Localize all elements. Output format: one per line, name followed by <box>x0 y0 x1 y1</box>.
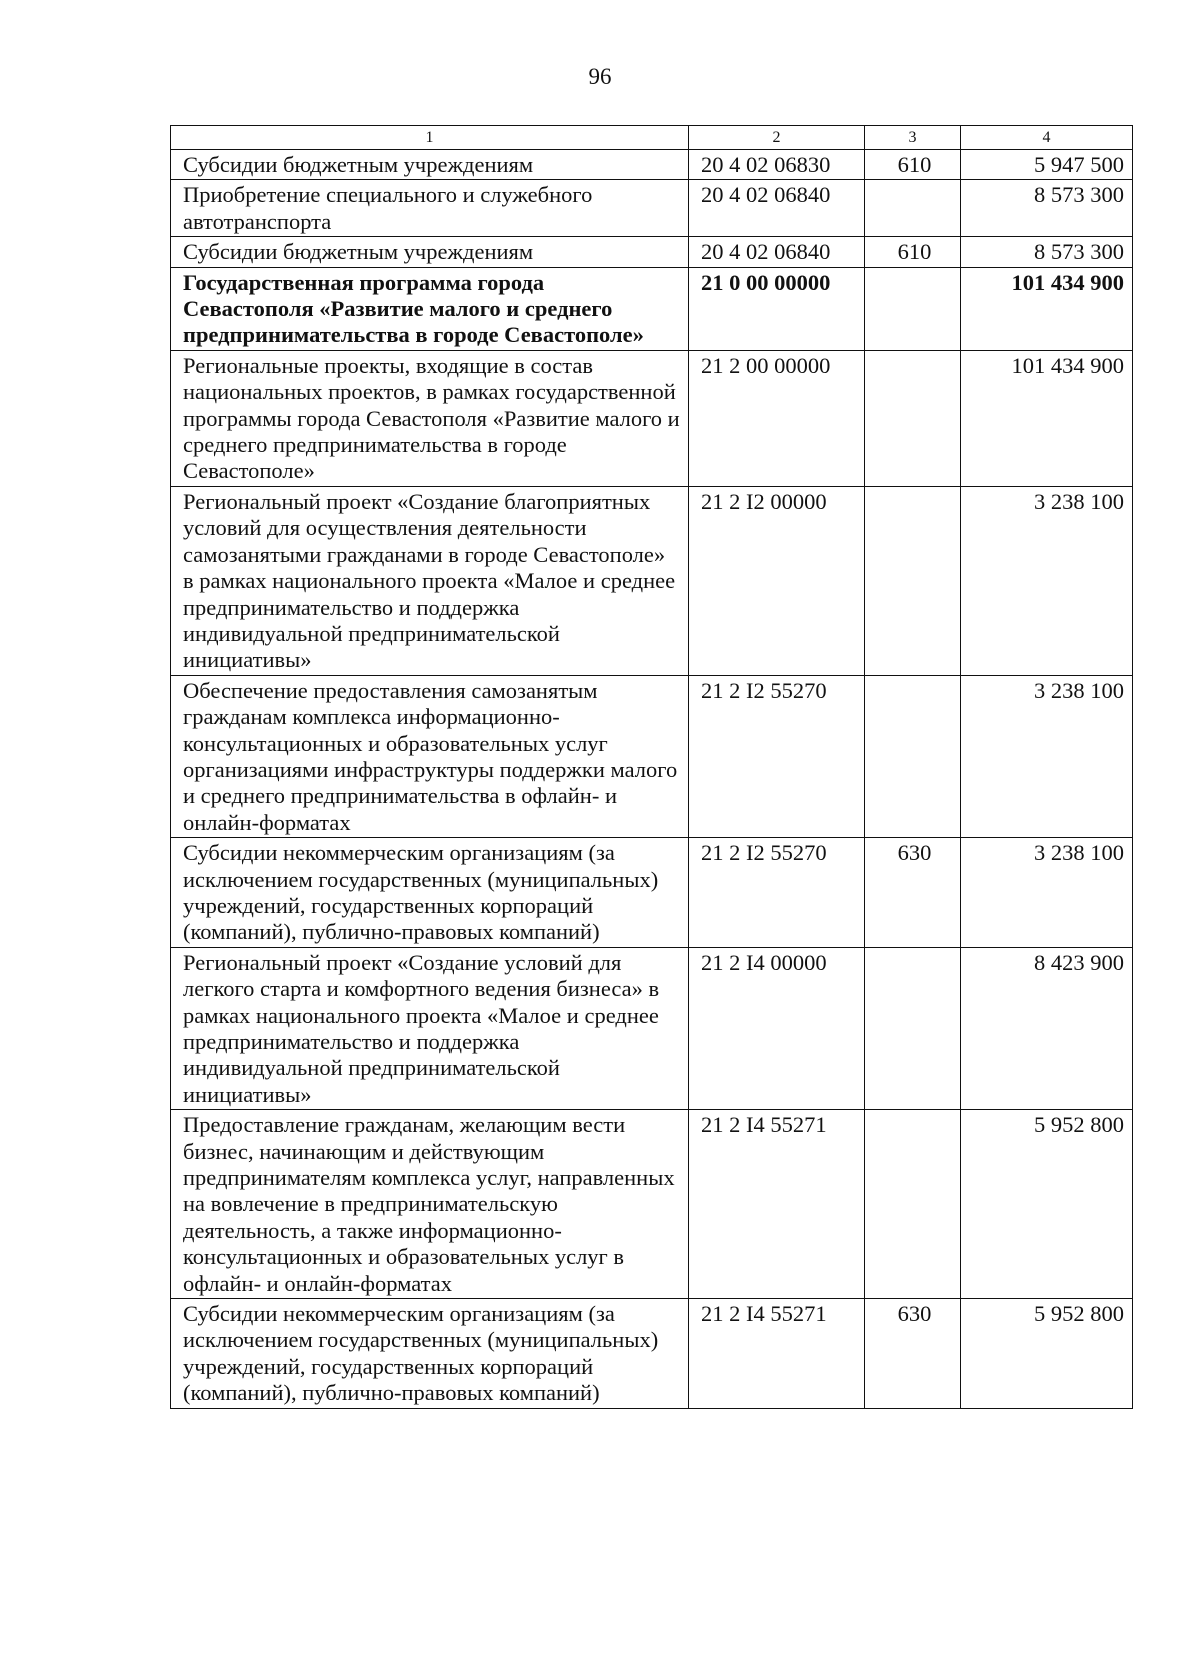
row-code-cell: 21 2 00 00000 <box>689 350 865 486</box>
table-row <box>171 237 1133 267</box>
row-type-cell <box>865 675 961 837</box>
row-type-cell <box>865 486 961 675</box>
row-code-cell: 21 2 I4 00000 <box>689 947 865 1109</box>
row-type-cell <box>865 947 961 1109</box>
row-amount-cell: 5 947 500 <box>961 150 1133 180</box>
row-code-cell: 21 2 I4 55271 <box>689 1299 865 1409</box>
row-name-cell: Субсидии некоммерческим организациям (за исключением государственных (муниципальных) учреждений, государственных корпораций (компаний), публично-правовых компаний) <box>171 1299 689 1409</box>
row-name-cell: Субсидии некоммерческим организациям (за исключением государственных (муниципальных) учреждений, государственных корпораций (компаний), публично-правовых компаний) <box>171 838 689 948</box>
row-type-cell <box>865 180 961 237</box>
row-amount-cell: 8 423 900 <box>961 947 1133 1109</box>
row-type-cell <box>865 1110 961 1299</box>
row-amount-cell: 5 952 800 <box>961 1110 1133 1299</box>
row-name-cell: Обеспечение предоставления самозанятым гражданам комплекса информационно-консультационных и образовательных услуг организациями инфраструктуры поддержки малого и среднего предпринимательства в офлайн- и онлайн-форматах <box>171 675 689 837</box>
row-name-cell: Приобретение специального и служебного автотранспорта <box>171 180 689 237</box>
budget-table <box>170 125 1133 1409</box>
column-header-4: 4 <box>961 126 1133 150</box>
row-code-cell: 20 4 02 06840 <box>689 237 865 267</box>
row-name-cell: Региональный проект «Создание условий для легкого старта и комфортного ведения бизнеса» в рамках национального проекта «Малое и среднее предпринимательство и поддержка индивидуальной предпринимательской инициативы» <box>171 947 689 1109</box>
table-row <box>171 486 1133 675</box>
column-header-1: 1 <box>171 126 689 150</box>
row-code-cell: 21 0 00 00000 <box>689 267 865 350</box>
row-code-cell: 21 2 I4 55271 <box>689 1110 865 1299</box>
table-row <box>171 675 1133 837</box>
table-row <box>171 1110 1133 1299</box>
row-amount-cell: 8 573 300 <box>961 180 1133 237</box>
row-name-cell: Субсидии бюджетным учреждениям <box>171 237 689 267</box>
row-amount-cell: 8 573 300 <box>961 237 1133 267</box>
row-name-cell: Региональный проект «Создание благоприятных условий для осуществления деятельности самозанятыми гражданами в городе Севастополе» в рамках национального проекта «Малое и среднее предпринимательство и поддержка индивидуальной предпринимательской инициативы» <box>171 486 689 675</box>
table-row <box>171 180 1133 237</box>
table-row <box>171 1299 1133 1409</box>
row-code-cell: 21 2 I2 00000 <box>689 486 865 675</box>
table-row <box>171 267 1133 350</box>
row-amount-cell: 5 952 800 <box>961 1299 1133 1409</box>
row-type-cell: 610 <box>865 237 961 267</box>
row-type-cell: 630 <box>865 838 961 948</box>
row-type-cell: 630 <box>865 1299 961 1409</box>
row-name-cell: Региональные проекты, входящие в состав национальных проектов, в рамках государственной программы города Севастополя «Развитие малого и среднего предпринимательства в городе Севастополе» <box>171 350 689 486</box>
row-amount-cell: 3 238 100 <box>961 838 1133 948</box>
row-type-cell: 610 <box>865 150 961 180</box>
row-amount-cell: 101 434 900 <box>961 350 1133 486</box>
row-code-cell: 20 4 02 06840 <box>689 180 865 237</box>
row-name-cell: Предоставление гражданам, желающим вести бизнес, начинающим и действующим предпринимателям комплекса услуг, направленных на вовлечение в предпринимательскую деятельность, а также информационно-консультационных и образовательных услуг в офлайн- и онлайн-форматах <box>171 1110 689 1299</box>
row-name-cell: Субсидии бюджетным учреждениям <box>171 150 689 180</box>
row-code-cell: 21 2 I2 55270 <box>689 838 865 948</box>
row-amount-cell: 3 238 100 <box>961 486 1133 675</box>
page-number: 96 <box>588 64 612 89</box>
column-header-3: 3 <box>865 126 961 150</box>
table-row <box>171 947 1133 1109</box>
row-type-cell <box>865 267 961 350</box>
row-amount-cell: 3 238 100 <box>961 675 1133 837</box>
column-header-2: 2 <box>689 126 865 150</box>
table-row <box>171 150 1133 180</box>
table-row <box>171 838 1133 948</box>
row-amount-cell: 101 434 900 <box>961 267 1133 350</box>
row-name-cell: Государственная программа города Севастополя «Развитие малого и среднего предпринимательства в городе Севастополе» <box>171 267 689 350</box>
row-code-cell: 21 2 I2 55270 <box>689 675 865 837</box>
table-row <box>171 350 1133 486</box>
table-header-row <box>171 126 1133 150</box>
row-type-cell <box>865 350 961 486</box>
row-code-cell: 20 4 02 06830 <box>689 150 865 180</box>
